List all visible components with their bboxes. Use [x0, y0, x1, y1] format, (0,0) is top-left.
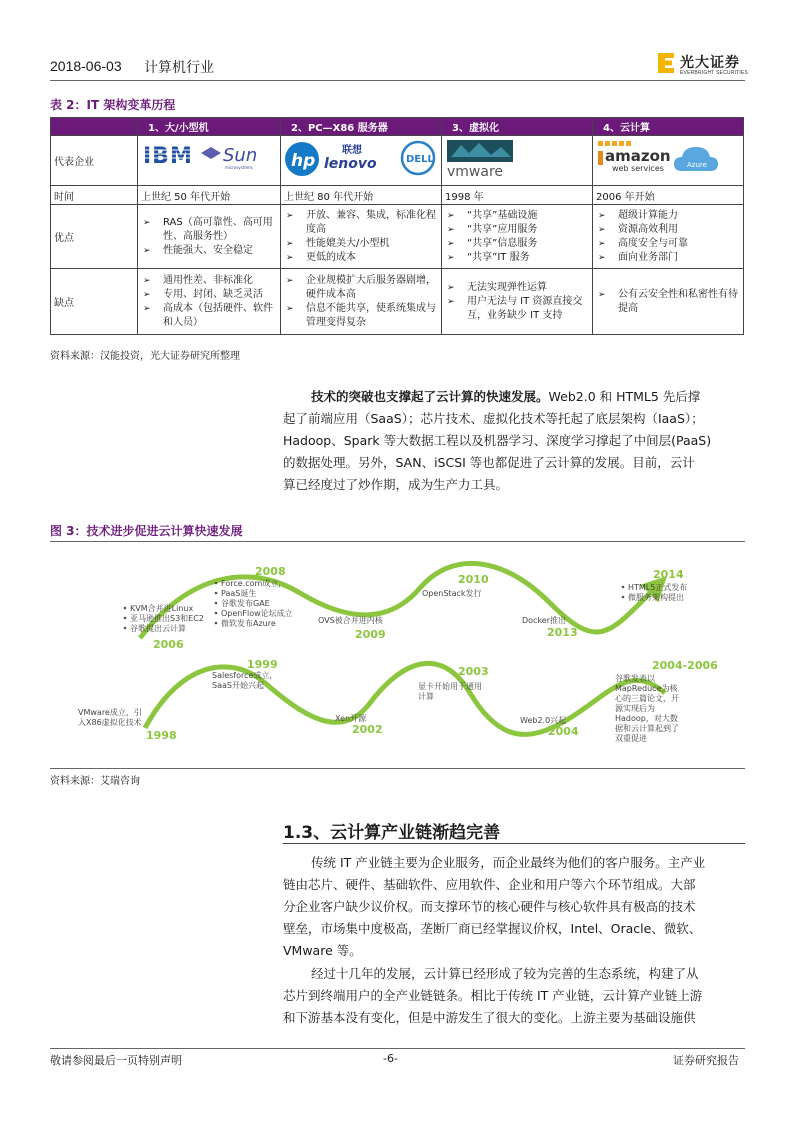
page-number: -6-	[383, 1052, 398, 1065]
top-bullet-icon	[622, 586, 625, 589]
top-event-line: 亚马逊推出S3和EC2	[130, 614, 204, 623]
list-item: ➢ 信息不能共享，使系统集成与管理变得复杂	[284, 302, 438, 330]
amazon-azure-logos	[596, 137, 740, 181]
bottom-year-0: 1998	[146, 729, 177, 742]
figure-source: 资料来源：艾瑞咨询	[50, 776, 140, 787]
cons-cell-2	[281, 269, 442, 335]
top-event-line: KVM合并进Linux	[130, 604, 194, 613]
para3-line3: 和下游基本没有变化，但是中游发生了很大的变化。上游主要为基础设施供	[283, 1010, 696, 1025]
para1-line2: 起了前端应用（SaaS）；芯片技术、虚拟化技术等托起了底层架构（IaaS）；	[283, 411, 704, 426]
it-architecture-table	[50, 117, 744, 335]
pros-cell-4	[593, 205, 744, 269]
table-row-companies	[51, 136, 744, 186]
dell-logo: DELL	[406, 154, 434, 165]
top-event-line: 谷歌发布GAE	[221, 599, 270, 608]
footer-rule	[50, 1048, 745, 1049]
para2-line4: 壁垒，市场集中度极高，垄断厂商已经掌握议价权，Intel、Oracle、微软、	[283, 921, 702, 936]
table-caption: 表 2：IT 架构变革历程	[50, 98, 176, 112]
report-date: 2018-06-03	[50, 58, 122, 74]
logos-virtualization	[442, 136, 593, 186]
cloud-timeline-figure	[50, 543, 745, 766]
footer-report-type: 证券研究报告	[673, 1054, 739, 1067]
bottom-event-line: 计算	[418, 692, 434, 701]
list-item: ➢ RAS（高可靠性、高可用性、高服务性）	[141, 216, 277, 244]
bottom-event-line: 据和云计算起到了	[615, 724, 679, 733]
top-bullet-icon	[124, 607, 127, 610]
bottom-event-line: 源实现后为	[615, 704, 655, 713]
row-label-companies: 代表企业	[51, 136, 138, 186]
list-item: ➢ 通用性差、非标准化	[141, 274, 277, 288]
top-event-line: Force.com成立，	[221, 579, 287, 588]
top-year-2: 2009	[355, 628, 386, 641]
lenovo-cn-logo: 联想	[342, 145, 362, 156]
table-header-row	[51, 118, 744, 136]
table-header-col-1: 1、大/小型机	[138, 118, 281, 136]
ibm-sun-logos	[141, 137, 277, 181]
list-item: ➢ 高度安全与可靠	[596, 237, 740, 251]
section-title: 1.3、云计算产业链渐趋完善	[283, 823, 501, 843]
top-bullet-icon	[215, 622, 218, 625]
top-event-line: OVS被合并进内核	[318, 616, 383, 625]
table-header-col-2: 2、PC—X86 服务器	[281, 118, 442, 136]
azure-logo: Azure	[687, 161, 707, 169]
amazon-sub: web services	[612, 164, 664, 173]
pros-cell-1	[138, 205, 281, 269]
row-label-time: 时间	[51, 186, 138, 205]
lenovo-logo: lenovo	[324, 156, 377, 172]
amazon-logo: amazon	[605, 147, 671, 165]
bottom-year-3: 2003	[458, 665, 489, 678]
bottom-year-4: 2004	[548, 725, 579, 738]
table-header-col-4: 4、云计算	[593, 118, 744, 136]
top-timeline-curve	[140, 563, 660, 638]
bottom-event-line: SaaS开始兴起	[212, 681, 264, 690]
sun-logo: Sun	[223, 145, 258, 166]
top-year-0: 2006	[153, 638, 184, 651]
brand-name-cn: 光大证券	[680, 55, 740, 71]
list-item: ➢ 资源高效利用	[596, 223, 740, 237]
time-cell-4: 2006 年开始	[593, 186, 744, 205]
list-item: ➢ 性能媲美大/小型机	[284, 237, 438, 251]
vmware-logo: vmware	[447, 164, 504, 180]
table-row-cons	[51, 269, 744, 335]
para1-line1	[283, 386, 745, 408]
para1-lead: 技术的突破也支撑起了云计算的快速发展。	[311, 389, 549, 404]
table-header-blank	[51, 118, 138, 136]
figure-top-rule	[50, 541, 745, 542]
bottom-year-1: 1999	[247, 658, 278, 671]
para2-line3: 分企业客户缺少议价权。而支撑环节的核心硬件与核心软件具有极高的技术	[283, 899, 696, 914]
list-item: ➢ 面向业务部门	[596, 251, 740, 265]
list-item: ➢ “共享”信息服务	[445, 237, 589, 251]
list-item: ➢ 无法实现弹性运算	[445, 281, 589, 295]
bottom-event-line: Web2.0兴起	[520, 716, 567, 725]
para1-line1-text: Web2.0 和 HTML5 先后撑	[548, 389, 701, 404]
bottom-event-line: MapReduce为核	[615, 684, 678, 693]
top-event-line: PaaS诞生	[221, 589, 257, 598]
list-item: ➢ 更低的成本	[284, 251, 438, 265]
cons-cell-3	[442, 269, 593, 335]
list-item: ➢ 性能强大、安全稳定	[141, 244, 277, 258]
table-row-time	[51, 186, 744, 205]
row-label-pros: 优点	[51, 205, 138, 269]
top-event-line: Docker推出	[522, 616, 567, 625]
paragraph-tech-breakthrough	[283, 386, 745, 496]
bottom-year-5: 2004-2006	[652, 659, 718, 672]
para3-line2: 芯片到终端用户的全产业链链条。相比于传统 IT 产业链，云计算产业链上游	[283, 988, 703, 1003]
top-year-4: 2013	[547, 626, 578, 639]
top-event-line: 谷歌提出云计算	[130, 624, 186, 633]
bottom-event-line: Xen开源	[335, 714, 367, 723]
bottom-event-line: 谷歌发表以	[615, 674, 655, 683]
figure-caption: 图 3：技术进步促进云计算快速发展	[50, 524, 243, 538]
header-rule	[50, 80, 745, 81]
top-year-3: 2010	[458, 573, 489, 586]
top-event-line: OpenFlow论坛成立	[221, 609, 293, 618]
cons-cell-4	[593, 269, 744, 335]
time-cell-2: 上世纪 80 年代开始	[281, 186, 442, 205]
brand-name-en: EVERBRIGHT SECURITIES	[680, 70, 749, 76]
table-header-col-3: 3、虚拟化	[442, 118, 593, 136]
svg-text:hp: hp	[291, 151, 316, 171]
industry-label: 计算机行业	[144, 60, 214, 76]
pros-cell-2	[281, 205, 442, 269]
top-bullet-icon	[124, 627, 127, 630]
top-event-line: 微软发布Azure	[221, 619, 276, 628]
bottom-events-group	[78, 658, 718, 743]
bottom-event-line: Hadoop，对大数	[615, 714, 678, 723]
top-bullet-icon	[622, 596, 625, 599]
list-item: ➢ 公有云安全性和私密性有待提高	[596, 288, 740, 316]
list-item: ➢ 超级计算能力	[596, 209, 740, 223]
para2-line1: 传统 IT 产业链主要为企业服务，而企业最终为他们的客户服务。主产业	[311, 855, 706, 870]
sun-sub: microsystems	[225, 165, 253, 170]
footer-disclaimer: 敬请参阅最后一页特别声明	[50, 1054, 182, 1067]
hp-lenovo-dell-logos	[284, 137, 438, 181]
para3-line1: 经过十几年的发展，云计算已经形成了较为完善的生态系统，构建了从	[311, 966, 699, 981]
vmware-logo-block	[445, 137, 589, 181]
para1-line5: 算已经度过了炒作期，成为生产力工具。	[283, 477, 509, 492]
para2-line5: VMware 等。	[283, 943, 362, 958]
logos-cloud	[593, 136, 744, 186]
ibm-logo: IBM	[143, 144, 193, 169]
top-bullet-icon	[215, 582, 218, 585]
table-row-pros	[51, 205, 744, 269]
top-event-line: OpenStack发行	[422, 589, 482, 598]
top-bullet-icon	[124, 617, 127, 620]
list-item: ➢ 企业规模扩大后服务器剧增，硬件成本高	[284, 274, 438, 302]
para2-line2: 链由芯片、硬件、基础软件、应用软件、企业和用户等六个环节组成。大部	[283, 877, 696, 892]
bottom-event-line: 入X86虚拟化技术	[78, 718, 142, 727]
list-item: ➢ “共享”应用服务	[445, 223, 589, 237]
time-cell-3: 1998 年	[442, 186, 593, 205]
top-event-line: 微服务架构提出	[628, 593, 684, 602]
logos-mainframe	[138, 136, 281, 186]
bottom-event-line: 双重促进	[615, 734, 647, 743]
list-item: ➢ 高成本（包括硬件、软件和人员）	[141, 302, 277, 330]
paragraph-cloud-ecosystem	[283, 963, 745, 1029]
paragraph-traditional-it	[283, 852, 745, 962]
logos-x86	[281, 136, 442, 186]
sun-diamond-icon	[201, 147, 221, 159]
cons-cell-1	[138, 269, 281, 335]
bottom-event-line: 心的三篇论文，开	[615, 694, 679, 703]
bottom-event-line: VMware成立，引	[78, 708, 142, 717]
brand-logo-icon	[657, 52, 675, 74]
top-bullet-icon	[215, 612, 218, 615]
section-rule	[283, 843, 745, 844]
para1-line3: Hadoop、Spark 等大数据工程以及机器学习、深度学习撑起了中间层(PaaS)	[283, 433, 712, 448]
para1-line4: 的数据处理。另外，SAN、iSCSI 等也都促进了云计算的发展。目前，云计	[283, 455, 695, 470]
top-bullet-icon	[215, 602, 218, 605]
figure-bottom-rule	[50, 768, 745, 769]
list-item: ➢ 用户无法与 IT 资源直接交互，业务缺少 IT 支持	[445, 295, 589, 323]
top-year-1: 2008	[255, 565, 286, 578]
table-source: 资料来源：汉能投资，光大证券研究所整理	[50, 351, 240, 362]
top-bullet-icon	[215, 592, 218, 595]
top-year-5: 2014	[653, 568, 684, 581]
time-cell-1: 上世纪 50 年代开始	[138, 186, 281, 205]
bottom-event-line: Salesforce成立，	[212, 671, 278, 680]
list-item: ➢ “共享”IT 服务	[445, 251, 589, 265]
row-label-cons: 缺点	[51, 269, 138, 335]
top-event-line: HTML5正式发布	[628, 583, 688, 592]
list-item: ➢ “共享”基础设施	[445, 209, 589, 223]
list-item: ➢ 专用、封闭、缺乏灵活	[141, 288, 277, 302]
list-item: ➢ 开放、兼容、集成，标准化程度高	[284, 209, 438, 237]
top-events-group	[124, 565, 688, 651]
bottom-year-2: 2002	[352, 723, 383, 736]
bottom-event-line: 显卡开始用于通用	[418, 682, 482, 691]
pros-cell-3	[442, 205, 593, 269]
